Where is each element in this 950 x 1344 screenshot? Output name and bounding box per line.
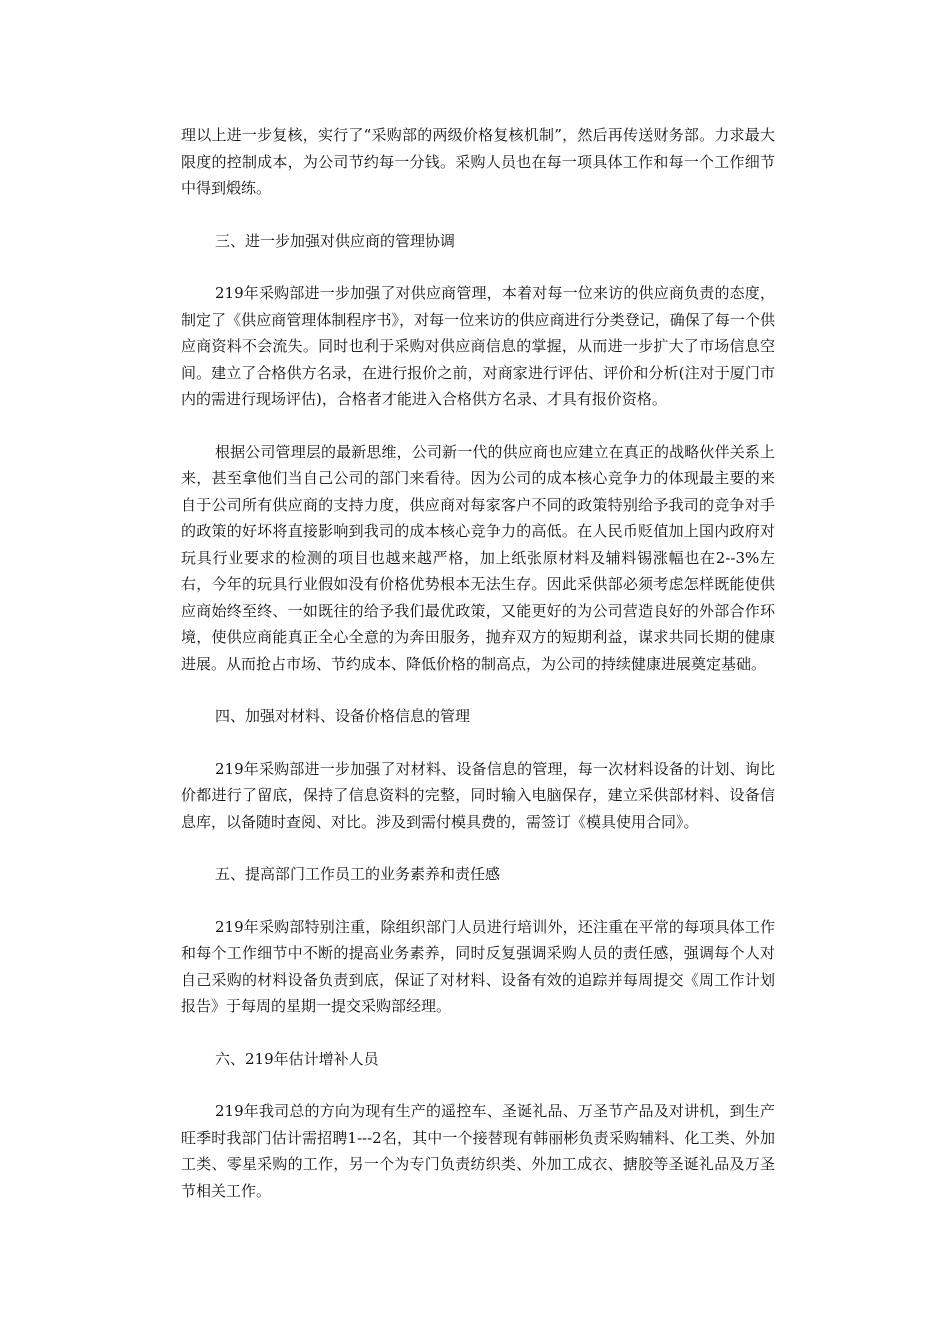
document-body: [181, 122, 775, 1230]
section-heading-staffing-plan: 六、219年估计增补人员: [215, 1049, 379, 1068]
paragraph-strategic-partnership: 根据公司管理层的最新思维，公司新一代的供应商也应建立在真正的战略伙伴关系上来，甚至拿他们当自己公司的部门来看待。因为公司的成本核心竞争力的体现最主要的来自于公司所有供应商的支持力度，供应商对每家客户不同的政策特别给予我司的竞争对手的政策的好坏将直接影响到我司的成本核心竞争力的高低。在人民币贬值加上国内政府对玩具行业要求的检测的项目也越来越严格，加上纸张原材料及辅料锡涨幅也在2--3%左右，今年的玩具行业假如没有价格优势根本无法生存。因此采供部必须考虑怎样既能使供应商始终至终、一如既往的给予我们最优政策，又能更好的为公司营造良好的外部合作环境，使供应商能真正全心全意的为奔田服务，抛弃双方的短期利益，谋求共同长期的健康进展。从而抢占市场、节约成本、降低价格的制高点，为公司的持续健康进展奠定基础。: [181, 442, 775, 673]
section-heading-supplier-management: 三、进一步加强对供应商的管理协调: [215, 231, 456, 250]
section-heading-staff-quality: 五、提高部门工作员工的业务素养和责任感: [215, 865, 501, 883]
paragraph-price-information: 219年采购部进一步加强了对材料、设备信息的管理，每一次材料设备的计划、询比价都进行了留底，保持了信息资料的完整，同时输入电脑保存，建立采供部材料、设备信息库，以备随时查阅、对比。涉及到需付模具费的，需签订《模具使用合同》。: [181, 759, 775, 831]
section-heading-price-information: 四、加强对材料、设备价格信息的管理: [215, 707, 471, 725]
paragraph-staff-quality: 219年采购部特别注重，除组织部门人员进行培训外，还注重在平常的每项具体工作和每个工作细节中不断的提高业务素养，同时反复强调采购人员的责任感，强调每个人对自己采购的材料设备负责到底，保证了对材料、设备有效的追踪并每周提交《周工作计划报告》于每周的星期一提交采购部经理。: [181, 917, 775, 1015]
paragraph-staffing-plan: 219年我司总的方向为现有生产的遥控车、圣诞礼品、万圣节产品及对讲机，到生产旺季时我部门估计需招聘1---2名，其中一个接替现有韩丽彬负责采购辅料、化工类、外加工类、零星采购的工作，另一个为专门负责纺织类、外加工成衣、搪胶等圣诞礼品及万圣节相关工作。: [181, 1102, 775, 1200]
paragraph-cost-review: 理以上进一步复核，实行了“采购部的两级价格复核机制”，然后再传送财务部。力求最大限度的控制成本，为公司节约每一分钱。采购人员也在每一项具体工作和每一个工作细节中得到煅练。: [181, 126, 775, 197]
paragraph-supplier-management: 219年采购部进一步加强了对供应商管理，本着对每一位来访的供应商负责的态度，制定了《供应商管理体制程序书》，对每一位来访的供应商进行分类登记，确保了每一个供应商资料不会流失。同时也利于采购对供应商信息的掌握，从而进一步扩大了市场信息空间。建立了合格供方名录，在进行报价之前，对商家进行评估、评价和分析(注对于厦门市内的需进行现场评估)，合格者才能进入合格供方名录、才具有报价资格。: [181, 284, 775, 408]
